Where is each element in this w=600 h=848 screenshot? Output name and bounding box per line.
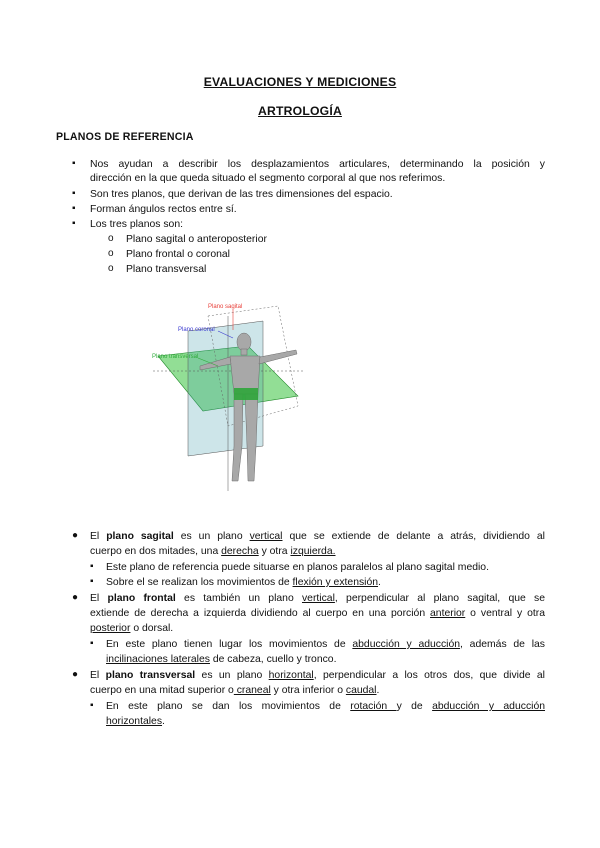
bullet-circle: o <box>108 233 114 244</box>
plane-list-item-transversal: Plano transversal <box>126 264 207 275</box>
bullet-square: ▪ <box>90 576 94 587</box>
document-title: EVALUACIONES Y MEDICIONES <box>203 75 397 89</box>
bullet-circle: o <box>108 263 114 274</box>
transversal-sub-1-line-2: horizontales. <box>106 716 165 727</box>
sagital-line-1: El plano sagital es un plano vertical que se extiende de delante a atrás, dividiendo al <box>90 531 545 542</box>
right-leg <box>245 394 258 481</box>
frontal-line-1: El plano frontal es también un plano vertical, perpendicular al plano sagital, que se <box>90 593 546 604</box>
right-arm <box>259 350 297 364</box>
intro-bullet-3: Forman ángulos rectos entre sí. <box>90 204 237 215</box>
bullet-square: ▪ <box>90 700 94 711</box>
frontal-sub-1-line-2: incilinaciones laterales de cabeza, cuello y tronco. <box>106 654 337 665</box>
shorts <box>234 388 258 400</box>
label-plano-coronal: Plano coronal <box>178 327 215 333</box>
plane-list-item-frontal: Plano frontal o coronal <box>126 249 230 260</box>
transversal-line-2: cuerpo en una mitad superior o craneal y otra inferior o caudal. <box>90 685 380 696</box>
bullet-square: ▪ <box>90 561 94 572</box>
frontal-sub-1-line-1: En este plano tienen lugar los movimientos de abducción y aducción, además de las <box>106 639 545 650</box>
bullet-dot: ● <box>72 669 79 680</box>
transversal-line-1: El plano transversal es un plano horizontal, perpendicular a los otros dos, que divide al <box>90 670 545 681</box>
sagital-line-2: cuerpo en dos mitades, una derecha y otra izquierda. <box>90 546 336 557</box>
document-subtitle: ARTROLOGÍA <box>258 104 342 118</box>
sagital-sub-2: Sobre el se realizan los movimientos de flexión y extensión. <box>106 577 381 588</box>
bullet-square: ▪ <box>72 158 76 169</box>
head <box>237 333 251 351</box>
bullet-square: ▪ <box>72 203 76 214</box>
neck <box>241 349 247 355</box>
frontal-line-3: posterior o dorsal. <box>90 623 174 634</box>
transversal-sub-1-line-1: En este plano se dan los movimientos de rotación y de abducción y aducción <box>106 701 546 712</box>
bullet-square: ▪ <box>72 218 76 229</box>
intro-bullet-2: Son tres planos, que derivan de las tres dimensiones del espacio. <box>90 189 393 200</box>
bullet-square: ▪ <box>90 638 94 649</box>
label-plano-transversal: Plano transversal <box>152 354 199 360</box>
bullet-dot: ● <box>72 592 79 603</box>
intro-bullet-1-line-1: Nos ayudan a describir los desplazamientos articulares, determinando la posición y <box>90 159 545 170</box>
section-heading: PLANOS DE REFERENCIA <box>56 131 194 143</box>
frontal-line-2: extiende de derecha a izquierda dividiendo al cuerpo en una porción anterior o ventral y otra <box>90 608 545 619</box>
intro-bullet-1-line-2: dirección en la que queda situado el segmento corporal al que nos referimos. <box>90 173 446 184</box>
body-planes-figure <box>148 296 308 496</box>
intro-bullet-4: Los tres planos son: <box>90 219 183 230</box>
bullet-square: ▪ <box>72 188 76 199</box>
label-plano-sagital: Plano sagital <box>208 304 243 310</box>
sagital-sub-1: Este plano de referencia puede situarse en planos paralelos al plano sagital medio. <box>106 562 489 573</box>
plane-list-item-sagital: Plano sagital o anteroposterior <box>126 234 267 245</box>
bullet-circle: o <box>108 248 114 259</box>
bullet-dot: ● <box>72 530 79 541</box>
